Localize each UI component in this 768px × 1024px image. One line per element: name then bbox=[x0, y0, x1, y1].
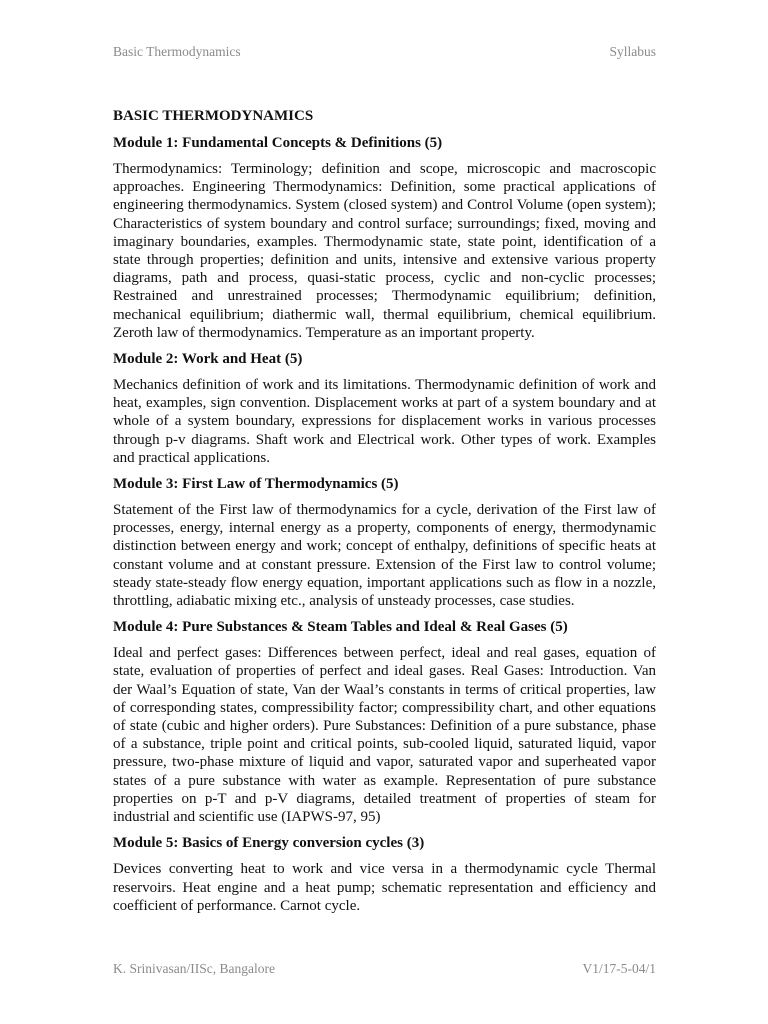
module-body: Thermodynamics: Terminology; definition and scope, microscopic and macroscopic approaches. Engineering Thermodynamics: Definition, some practical applications of engineering thermodynamics. System (closed system) and Control Volume (open system); Characteristics of system boundary and control surface; surroundings; fixed, moving and imaginary boundaries, examples. Thermodynamic state, state point, identification of a state through properties; definition and units, intensive and extensive various property diagrams, path and process, quasi-static process, cyclic and non-cyclic processes; Restrained and unrestrained processes; Thermodynamic equilibrium; definition, mechanical equilibrium; diathermic wall, thermal equilibrium, chemical equilibrium. Zeroth law of thermodynamics. Temperature as an important property. bbox=[113, 161, 656, 341]
module-heading: Module 5: Basics of Energy conversion cycles (3) bbox=[113, 835, 425, 852]
module-body: Mechanics definition of work and its limitations. Thermodynamic definition of work and heat, examples, sign convention. Displacement works at part of a system boundary and at whole of a system boundary, expressions for displacement works in various processes through p-v diagrams. Shaft work and Electrical work. Other types of work. Examples and practical applications. bbox=[113, 377, 656, 466]
module-heading: Module 3: First Law of Thermodynamics (5) bbox=[113, 476, 399, 493]
syllabus-content bbox=[113, 107, 656, 923]
footer-author: K. Srinivasan/IISc, Bangalore bbox=[113, 961, 275, 976]
module-section bbox=[113, 134, 656, 342]
module-section bbox=[113, 618, 656, 826]
header-section-name: Syllabus bbox=[609, 44, 656, 59]
page-header bbox=[113, 44, 656, 60]
module-section bbox=[113, 475, 656, 610]
module-heading: Module 1: Fundamental Concepts & Definitions (5) bbox=[113, 135, 443, 151]
module-section bbox=[113, 350, 656, 467]
header-course-name: Basic Thermodynamics bbox=[113, 44, 241, 59]
module-heading: Module 4: Pure Substances & Steam Tables and Ideal & Real Gases (5) bbox=[113, 619, 568, 636]
module-body: Ideal and perfect gases: Differences between perfect, ideal and real gases, equation of state, evaluation of properties of perfect and ideal gases. Real Gases: Introduction. Van der Waal’s Equation of state, Van der Waal’s constants in terms of critical properties, law of corresponding states, compressibility factor; compressibility chart, and other equations of state (cubic and higher orders). Pure Substances: Definition of a pure substance, phase of a substance, triple point and critical points, sub-cooled liquid, saturated liquid, vapor pressure, two-phase mixture of liquid and vapor, saturated vapor and superheated vapor states of a pure substance with water as example. Representation of pure substance properties on p-T and p-V diagrams, detailed treatment of properties of steam for industrial and scientific use (IAPWS-97, 95) bbox=[113, 645, 656, 826]
module-body: Devices converting heat to work and vice versa in a thermodynamic cycle Thermal reservoirs. Heat engine and a heat pump; schematic representation and efficiency and coefficient of performance. Carnot cycle. bbox=[113, 861, 656, 914]
document-title: BASIC THERMODYNAMICS bbox=[113, 108, 314, 124]
module-heading: Module 2: Work and Heat (5) bbox=[113, 351, 303, 368]
footer-version: V1/17-5-04/1 bbox=[582, 961, 656, 976]
module-body: Statement of the First law of thermodynamics for a cycle, derivation of the First law of processes, energy, internal energy as a property, components of energy, thermodynamic distinction between energy and work; concept of enthalpy, definitions of specific heats at constant volume and at constant pressure. Extension of the First law to control volume; steady state-steady flow energy equation, important applications such as flow in a nozzle, throttling, adiabatic mixing etc., analysis of unsteady processes, case studies. bbox=[113, 502, 656, 610]
module-section bbox=[113, 834, 656, 915]
page-footer bbox=[113, 961, 656, 977]
